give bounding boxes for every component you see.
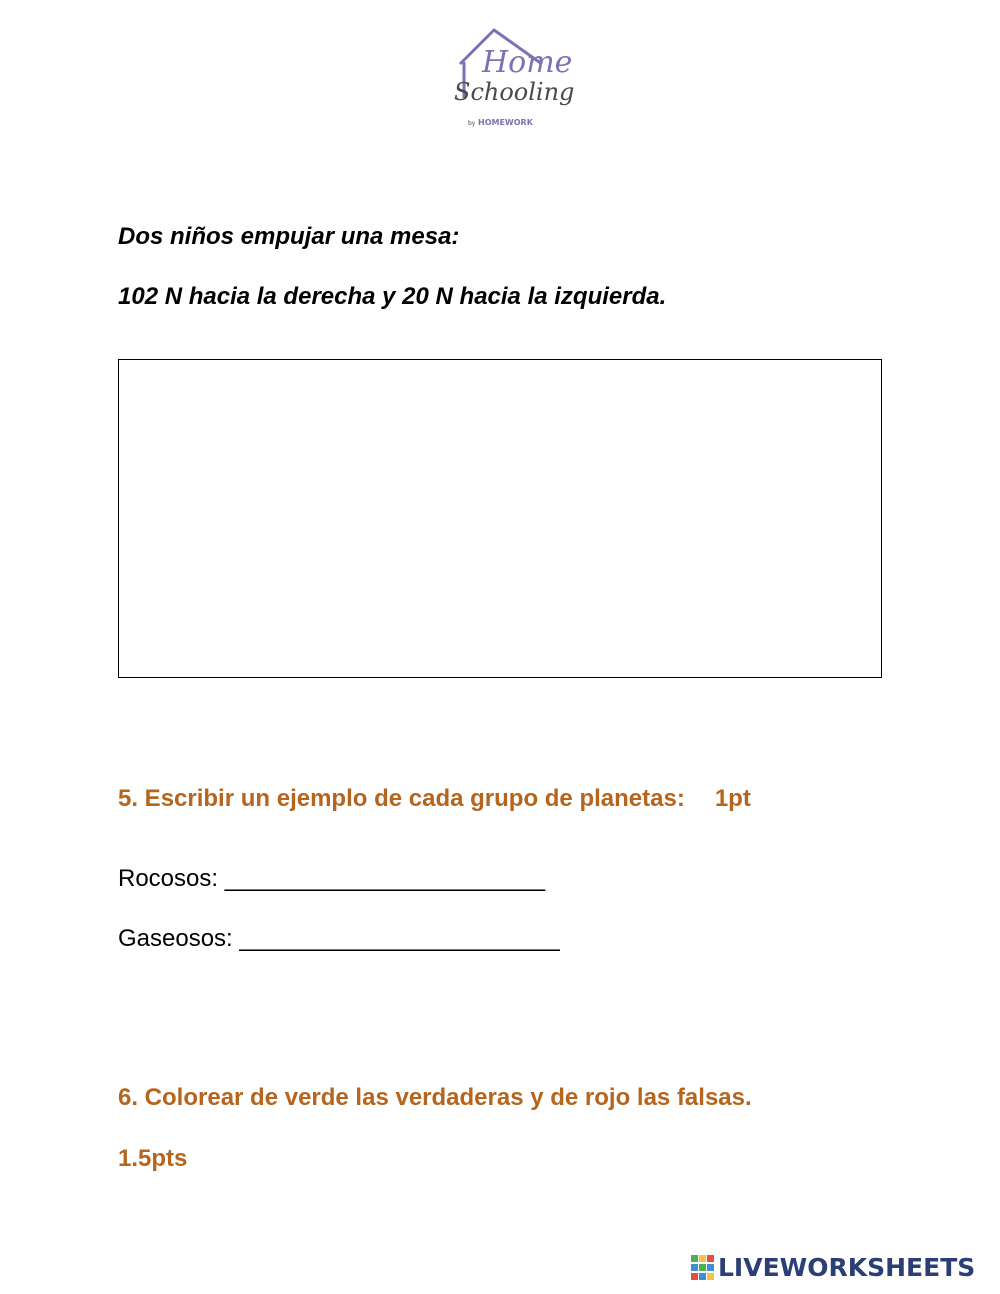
liveworksheets-brand <box>691 1253 975 1283</box>
gas-planets-field[interactable]: Gaseosos: ________________________ <box>118 925 560 952</box>
house-logo-icon <box>446 24 575 132</box>
liveworksheets-blocks-icon <box>691 1255 715 1281</box>
question-6-title: 6. Colorear de verde las verdaderas y de rojo las falsas. <box>118 1084 752 1111</box>
liveworksheets-wordmark: LIVEWORKSHEETS <box>718 1253 976 1282</box>
homeschooling-logo <box>446 24 575 132</box>
problem-line-1: Dos niños empujar una mesa: <box>118 223 460 250</box>
logo-brand: HOMEWORK <box>478 118 533 127</box>
question-5-points: 1pt <box>714 785 751 812</box>
rocky-planets-field[interactable]: Rocosos: ________________________ <box>118 865 546 892</box>
logo-word-schooling: Schooling <box>454 78 575 106</box>
logo-word-home: Home <box>482 45 573 80</box>
answer-drawing-box[interactable] <box>118 359 882 678</box>
problem-line-2: 102 N hacia la derecha y 20 N hacia la izquierda. <box>118 283 667 310</box>
logo-by: by <box>468 120 476 127</box>
question-5-heading <box>118 785 751 813</box>
question-6-points: 1.5pts <box>118 1145 188 1172</box>
question-5-title: 5. Escribir un ejemplo de cada grupo de planetas: <box>118 785 685 812</box>
